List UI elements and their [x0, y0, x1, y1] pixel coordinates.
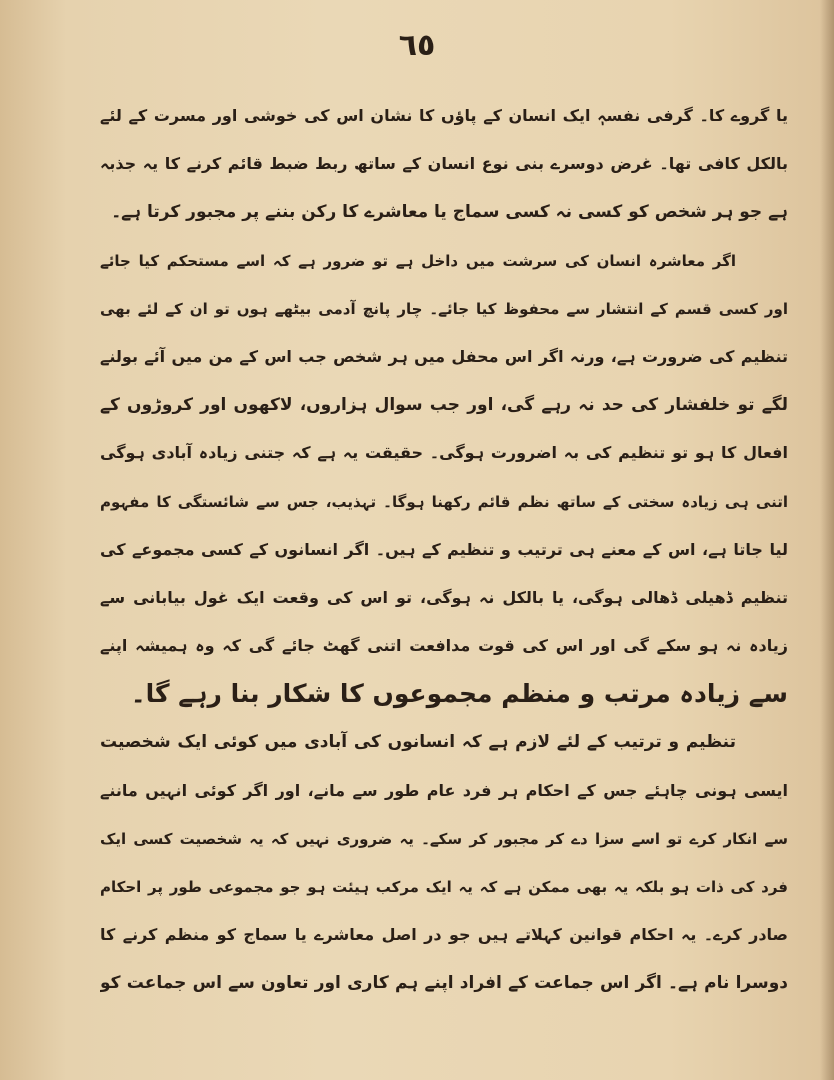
- text-line: زیادہ نہ ہو سکے گی اور اس کی قوت مدافعت اتنی گھٹ جائے گی کہ وہ ہمیشہ اپنے: [100, 636, 788, 656]
- text-line: فرد کی ذات ہو بلکہ یہ بھی ممکن ہے کہ یہ ایک مرکب ہیئت ہو جو مجموعی طور پر احکام: [100, 878, 788, 896]
- text-line: دوسرا نام ہے۔ اگر اس جماعت کے افراد اپنے ہم کاری اور تعاون سے اس جماعت کو: [100, 973, 788, 994]
- text-line: لیا جاتا ہے، اس کے معنے ہی ترتیب و تنظیم کے ہیں۔ اگر انسانوں کے کسی مجموعے کی: [100, 539, 788, 559]
- paragraph-start-line: اگر معاشرہ انسان کی سرشت میں داخل ہے تو ضرور ہے کہ اسے مستحکم کیا جائے: [100, 251, 736, 270]
- text-line: اور کسی قسم کے انتشار سے محفوظ کیا جائے۔ چار پانچ آدمی بیٹھے ہوں تو ان کے لئے بھی: [100, 299, 788, 318]
- text-line: تنظیم ڈھیلی ڈھالی ہوگی، یا بالکل نہ ہوگی، تو اس کی وقعت ایک غول بیابانی سے: [100, 587, 788, 607]
- paragraph-start-line: تنظیم و ترتیب کے لئے لازم ہے کہ انسانوں کی آبادی میں کوئی ایک شخصیت: [100, 732, 736, 753]
- page-number: ٦٥: [398, 28, 436, 63]
- text-line: لگے تو خلفشار کی حد نہ رہے گی، اور جب سوال ہزاروں، لاکھوں اور کروڑوں کے: [100, 395, 788, 416]
- text-line: تنظیم کی ضرورت ہے، ورنہ اگر اس محفل میں ہر شخص جب اس کے من میں آئے بولنے: [100, 346, 788, 366]
- text-line: صادر کرے۔ یہ احکام قوانین کہلاتے ہیں جو در اصل معاشرے یا سماج کو منظم کرنے کا: [100, 925, 788, 945]
- text-line: افعال کا ہو تو تنظیم کی بہ اضرورت ہوگی۔ حقیقت یہ ہے کہ جتنی زیادہ آبادی ہوگی: [100, 443, 788, 463]
- text-line: بالکل کافی تھا۔ غرض دوسرے بنی نوع انسان کے ساتھ ربط ضبط قائم کرنے کا یہ جذبہ: [100, 154, 788, 174]
- text-line: ایسی ہونی چاہئے جس کے احکام ہر فرد عام طور سے مانے، اور اگر کوئی انہیں ماننے: [100, 780, 788, 800]
- text-line: یا گروے کا۔ گرفی نفسہٖ ایک انسان کے پاؤں کا نشان اس کی خوشی اور مسرت کے لئے: [100, 106, 788, 125]
- text-line: سے انکار کرے تو اسے سزا دے کر مجبور کر سکے۔ یہ ضروری نہیں کہ یہ شخصیت کسی ایک: [100, 829, 788, 848]
- page-body-text: [100, 92, 788, 1008]
- text-line: سے زیادہ مرتب و منظم مجموعوں کا شکار بنا رہے گا۔: [130, 679, 788, 709]
- page-edge-shadow: [820, 0, 834, 1080]
- text-line: ہے جو ہر شخص کو کسی نہ کسی سماج یا معاشرے کا رکن بننے پر مجبور کرتا ہے۔: [111, 202, 788, 223]
- text-line: اتنی ہی زیادہ سختی کے ساتھ نظم قائم رکھنا ہوگا۔ تہذیب، جس سے شائستگی کا مفہوم: [100, 492, 788, 511]
